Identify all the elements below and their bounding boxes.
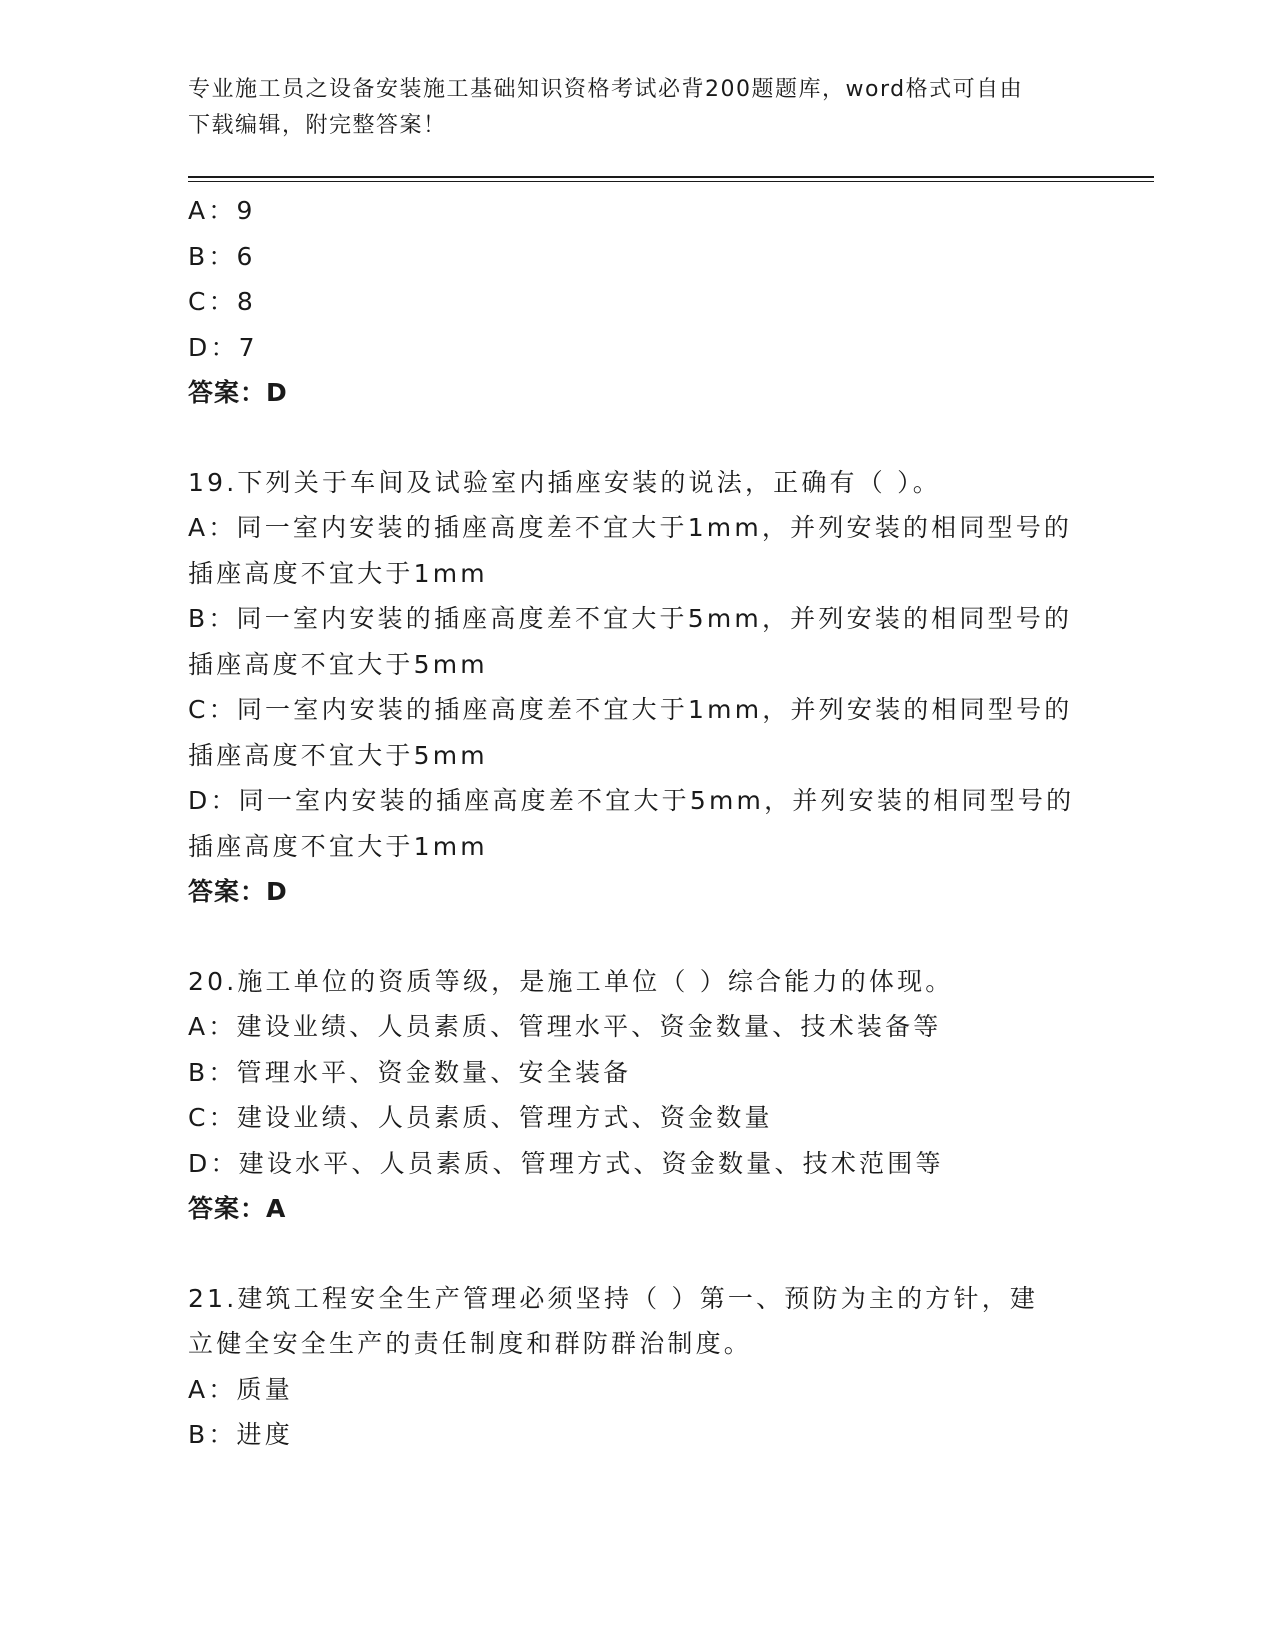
answer: 答案：A bbox=[188, 1194, 287, 1223]
option-b: B：管理水平、资金数量、安全装备 bbox=[188, 1057, 632, 1087]
answer: 答案：D bbox=[188, 378, 288, 407]
option-b: B：6 bbox=[188, 241, 256, 271]
option-a: A：质量 bbox=[188, 1374, 293, 1404]
option-c-line-1: C：同一室内安装的插座高度差不宜大于1mm，并列安装的相同型号的 bbox=[188, 695, 1073, 724]
question-stem-line-1: 21.建筑工程安全生产管理必须坚持（ ）第一、预防为主的方针，建 bbox=[188, 1283, 1039, 1313]
question-content bbox=[188, 188, 1075, 1458]
question-18 bbox=[188, 188, 1068, 416]
option-a-line-1: A：同一室内安装的插座高度差不宜大于1mm，并列安装的相同型号的 bbox=[188, 513, 1073, 542]
option-b-line-1: B：同一室内安装的插座高度差不宜大于5mm，并列安装的相同型号的 bbox=[188, 604, 1073, 633]
option-d-line-1: D：同一室内安装的插座高度差不宜大于5mm，并列安装的相同型号的 bbox=[188, 786, 1075, 815]
question-stem: 19.下列关于车间及试验室内插座安装的说法，正确有（ ）。 bbox=[188, 467, 942, 497]
question-19 bbox=[188, 460, 1075, 915]
option-c: C：建设业绩、人员素质、管理方式、资金数量 bbox=[188, 1103, 773, 1132]
option-d-line-2: 插座高度不宜大于1mm bbox=[188, 831, 488, 861]
question-20 bbox=[188, 959, 1068, 1232]
spacer bbox=[188, 915, 1068, 959]
header-title-line-2: 下载编辑，附完整答案！ bbox=[188, 113, 447, 138]
option-d: D：7 bbox=[188, 332, 258, 362]
spacer bbox=[188, 1232, 1068, 1276]
option-b: B：进度 bbox=[188, 1420, 293, 1449]
header-divider-thin bbox=[188, 181, 1154, 182]
header-title-line-1: 专业施工员之设备安装施工基础知识资格考试必背200题题库，word格式可自由 bbox=[188, 77, 1024, 102]
question-21 bbox=[188, 1276, 1068, 1458]
option-d: D：建设水平、人员素质、管理方式、资金数量、技术范围等 bbox=[188, 1148, 944, 1178]
option-c-line-2: 插座高度不宜大于5mm bbox=[188, 740, 488, 770]
spacer bbox=[188, 416, 1068, 460]
document-header bbox=[188, 72, 1068, 144]
question-stem: 20.施工单位的资质等级，是施工单位（ ）综合能力的体现。 bbox=[188, 966, 954, 996]
option-a-line-2: 插座高度不宜大于1mm bbox=[188, 558, 488, 588]
option-c: C：8 bbox=[188, 287, 256, 316]
header-divider-thick bbox=[188, 176, 1154, 178]
answer: 答案：D bbox=[188, 877, 288, 906]
option-b-line-2: 插座高度不宜大于5mm bbox=[188, 649, 488, 679]
option-a: A：建设业绩、人员素质、管理水平、资金数量、技术装备等 bbox=[188, 1012, 942, 1041]
question-stem-line-2: 立健全安全生产的责任制度和群防群治制度。 bbox=[188, 1329, 753, 1358]
option-a: A：9 bbox=[188, 196, 256, 225]
